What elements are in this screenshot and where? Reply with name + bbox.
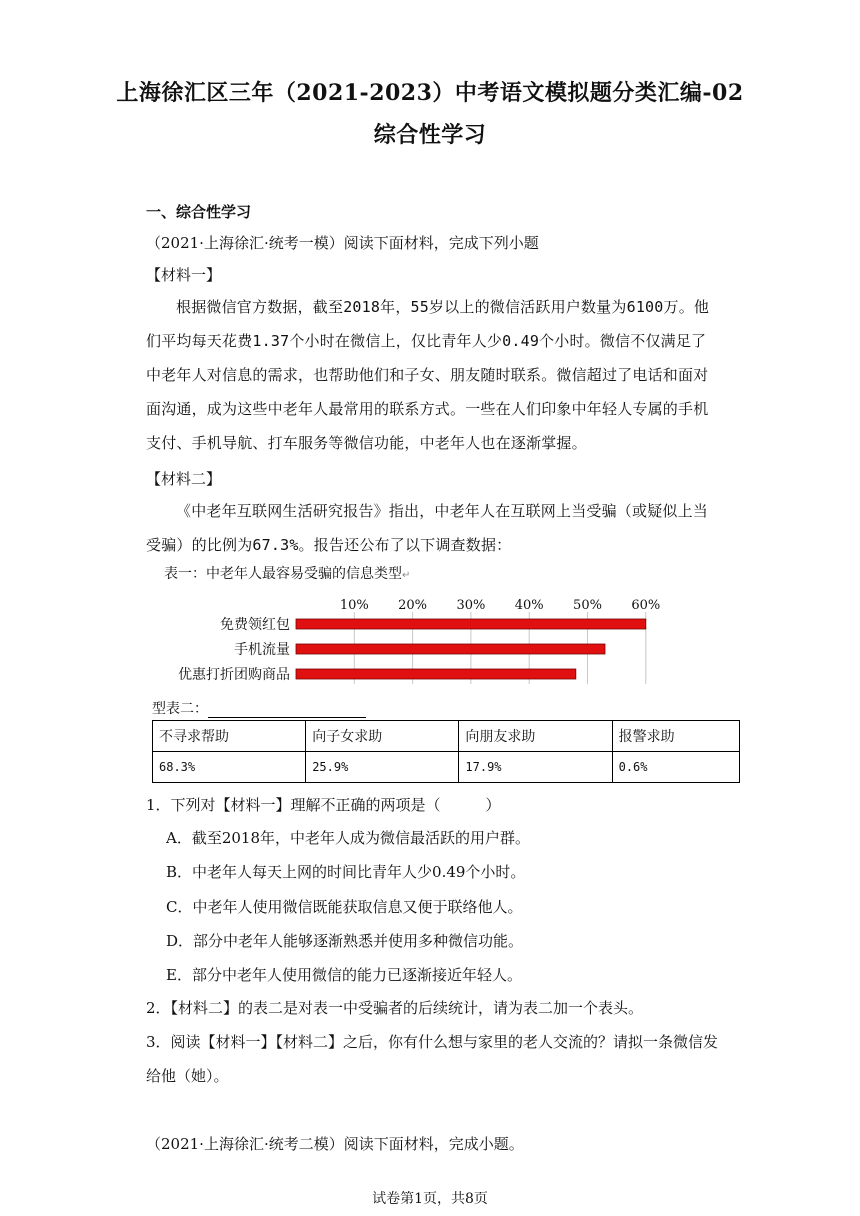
question-1: 1．下列对【材料一】理解不正确的两项是（ ） [146, 796, 501, 814]
document-title-line2: 综合性学习 [373, 122, 487, 148]
survey-table [152, 720, 740, 783]
table2-label-text: 型表二： [152, 701, 208, 717]
chart-caption-text: 表一：中老年人最容易受骗的信息类型 [164, 566, 402, 582]
x-tick-label: 30% [456, 598, 486, 613]
option-c: C．中老年人使用微信既能获取信息又便于联络他人。 [166, 898, 523, 916]
bar [296, 669, 576, 679]
category-label: 优惠打折团购商品 [178, 667, 290, 683]
table-header-cell: 向朋友求助 [459, 721, 612, 752]
bar [296, 619, 646, 629]
table-cell: 17.9% [459, 752, 612, 783]
material1-label: 【材料一】 [146, 266, 222, 284]
table-cell: 0.6% [612, 752, 739, 783]
option-e: E．部分中老年人使用微信的能力已逐渐接近年轻人。 [166, 966, 522, 984]
table2-label [152, 698, 366, 718]
category-label: 手机流量 [234, 642, 290, 658]
category-label: 免费领红包 [220, 617, 290, 633]
x-tick-label: 50% [573, 598, 602, 613]
question-3: 3．阅读【材料一】【材料二】之后，你有什么想与家里的老人交流的？请拟一条微信发给他（她）。 [146, 1033, 719, 1085]
material2-label: 【材料二】 [146, 470, 222, 488]
table-header-cell: 向子女求助 [306, 721, 459, 752]
table-header-row [153, 721, 740, 752]
table-cell: 25.9% [306, 752, 459, 783]
x-tick-label: 10% [339, 598, 369, 613]
table-header-cell: 报警求助 [612, 721, 739, 752]
material1-text: 根据微信官方数据，截至2018年，55岁以上的微信活跃用户数量为6100万。他们平均每天花费1.37个小时在微信上，仅比青年人少0.49个小时。微信不仅满足了中老年人对信息的需求，也帮助他们和子女、朋友随时联系。微信超过了电话和面对面沟通，成为这些中老年人最常用的联系方式。一些在人们印象中年轻人专属的手机支付、手机导航、打车服务等微信功能，中老年人也在逐渐掌握。 [146, 298, 710, 452]
table-header-cell: 不寻求帮助 [153, 721, 306, 752]
x-tick-label: 40% [514, 598, 544, 613]
table-row [153, 752, 740, 783]
table-cell: 68.3% [153, 752, 306, 783]
section-heading: 一、综合性学习 [146, 203, 252, 221]
document-title-line1: 上海徐汇区三年（2021-2023）中考语文模拟题分类汇编-02 [116, 80, 744, 106]
option-a: A．截至2018年，中老年人成为微信最活跃的用户群。 [166, 829, 531, 847]
x-tick-label: 60% [631, 598, 661, 613]
option-d: D．部分中老年人能够逐渐熟悉并使用多种微信功能。 [166, 932, 524, 950]
option-b: B．中老年人每天上网的时间比青年人少0.49个小时。 [166, 863, 526, 881]
bar-chart [150, 594, 670, 686]
bar [296, 644, 605, 654]
answer-blank[interactable] [208, 703, 366, 718]
page-footer: 试卷第1页，共8页 [372, 1191, 488, 1207]
question-source: （2021·上海徐汇·统考一模）阅读下面材料，完成下列小题 [146, 234, 539, 252]
question-2: 2．【材料二】的表二是对表一中受骗者的后续统计，请为表二加一个表头。 [146, 999, 644, 1017]
material2-text: 《中老年互联网生活研究报告》指出，中老年人在互联网上当受骗（或疑似上当受骗）的比例为67.3%。报告还公布了以下调查数据： [146, 502, 709, 554]
return-mark-icon: ↵ [402, 570, 411, 581]
chart-caption [164, 563, 410, 583]
x-tick-label: 20% [398, 598, 428, 613]
question-source-2: （2021·上海徐汇·统考二模）阅读下面材料，完成小题。 [146, 1135, 524, 1153]
